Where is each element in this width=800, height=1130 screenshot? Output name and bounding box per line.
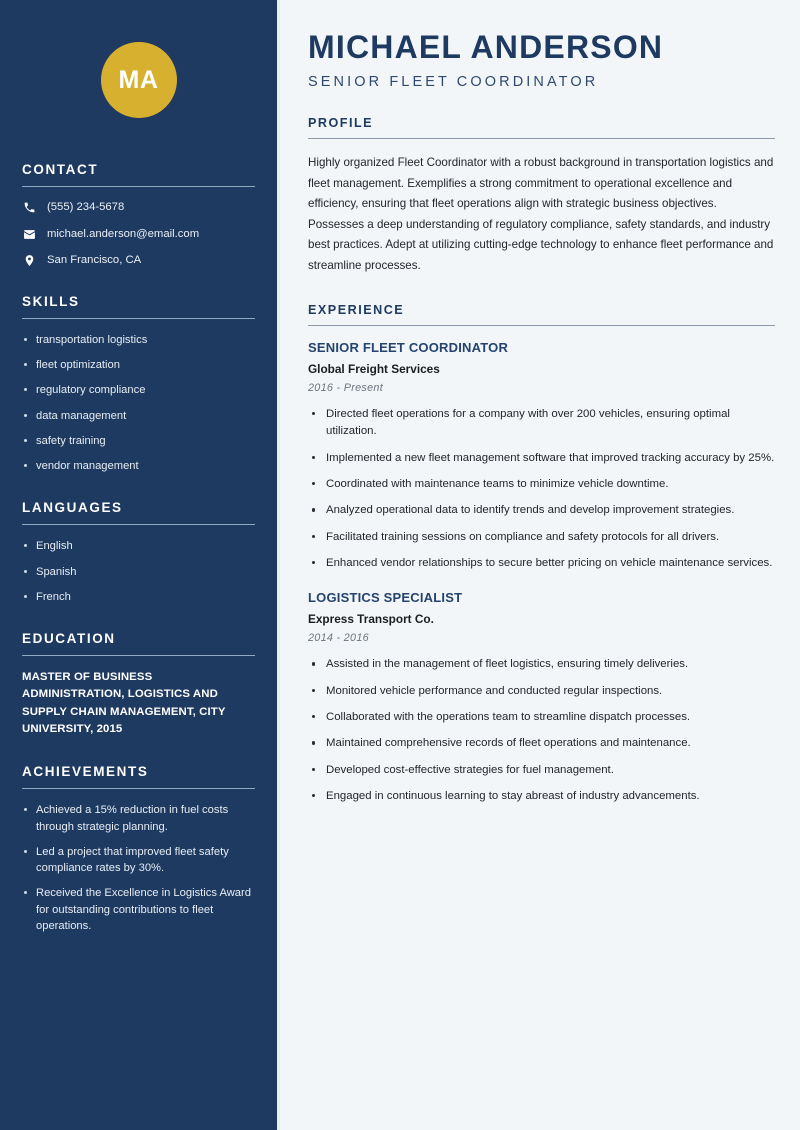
list-item: regulatory compliance — [22, 382, 255, 398]
experience-entry — [308, 590, 775, 805]
job-dates: 2014 - 2016 — [308, 632, 369, 645]
contact-location-value: San Francisco, CA — [47, 254, 142, 267]
list-item: safety training — [22, 433, 255, 449]
avatar: MA — [101, 42, 177, 118]
skills-heading: SKILLS — [22, 294, 80, 310]
experience-heading: EXPERIENCE — [308, 302, 405, 317]
skills-section — [22, 294, 255, 474]
contact-row-phone[interactable] — [22, 200, 255, 215]
envelope-icon — [22, 227, 36, 241]
list-item: Assisted in the management of fleet logistics, ensuring timely deliveries. — [308, 656, 775, 673]
achievements-list — [22, 802, 255, 934]
list-item: fleet optimization — [22, 357, 255, 373]
languages-section — [22, 500, 255, 605]
education-heading: EDUCATION — [22, 631, 116, 647]
list-item: Led a project that improved fleet safety compliance rates by 30%. — [22, 844, 255, 876]
education-entry: MASTER OF BUSINESS ADMINISTRATION, LOGISTICS AND SUPPLY CHAIN MANAGEMENT, CITY UNIVERSITY, 2015 — [22, 671, 226, 736]
education-section — [22, 631, 255, 738]
list-item: Facilitated training sessions on compliance and safety protocols for all drivers. — [308, 529, 775, 546]
list-item: Monitored vehicle performance and conducted regular inspections. — [308, 683, 775, 700]
achievements-divider — [22, 788, 255, 789]
experience-entry — [308, 340, 775, 572]
location-pin-icon — [22, 254, 36, 268]
list-item: Enhanced vendor relationships to secure better pricing on vehicle maintenance services. — [308, 555, 775, 572]
achievements-heading: ACHIEVEMENTS — [22, 764, 149, 780]
languages-list — [22, 538, 255, 605]
profile-heading: PROFILE — [308, 115, 374, 130]
contact-section — [22, 162, 255, 268]
contact-heading: CONTACT — [22, 162, 99, 177]
list-item: Maintained comprehensive records of fleet operations and maintenance. — [308, 735, 775, 752]
list-item: Collaborated with the operations team to streamline dispatch processes. — [308, 709, 775, 726]
phone-icon — [22, 200, 36, 214]
profile-section — [308, 116, 775, 277]
contact-email-value: michael.anderson@email.com — [47, 227, 200, 240]
experience-divider — [308, 325, 775, 326]
list-item: English — [22, 538, 255, 554]
skills-list — [22, 332, 255, 474]
list-item: French — [22, 589, 255, 605]
experience-section — [308, 303, 775, 806]
contact-phone-value: (555) 234-5678 — [47, 201, 125, 213]
list-item: Engaged in continuous learning to stay abreast of industry advancements. — [308, 788, 775, 805]
contact-row-email[interactable] — [22, 227, 255, 242]
education-divider — [22, 655, 255, 656]
achievements-section — [22, 764, 255, 934]
languages-heading: LANGUAGES — [22, 500, 123, 516]
list-item: vendor management — [22, 458, 255, 474]
main-content — [280, 0, 800, 1130]
list-item: Achieved a 15% reduction in fuel costs through strategic planning. — [22, 802, 255, 834]
avatar-container — [22, 0, 255, 162]
job-role: LOGISTICS SPECIALIST — [308, 590, 463, 606]
job-dates: 2016 - Present — [308, 382, 384, 395]
profile-text: Highly organized Fleet Coordinator with a robust background in transportation logistics and fleet management. Exemplifies a strong commitment to operational excellence and efficiency, ensuring that fleet operations align with strategic business objectives. Possesses a deep understanding of regulatory compliance, safety standards, and industry best practices. Adept at utilizing cutting-edge technology to enhance fleet performance and streamline processes. — [308, 155, 774, 273]
headline-job-title: SENIOR FLEET COORDINATOR — [308, 73, 599, 90]
job-company: Global Freight Services — [308, 362, 440, 377]
list-item: Directed fleet operations for a company with over 200 vehicles, ensuring optimal utilization. — [308, 406, 775, 441]
skills-divider — [22, 318, 255, 319]
list-item: Coordinated with maintenance teams to minimize vehicle downtime. — [308, 476, 775, 493]
list-item: Spanish — [22, 564, 255, 580]
page-title: MICHAEL ANDERSON — [308, 29, 664, 65]
job-bullet-list — [308, 656, 775, 805]
list-item: Developed cost-effective strategies for fuel management. — [308, 762, 775, 779]
job-role: SENIOR FLEET COORDINATOR — [308, 340, 509, 356]
sidebar — [0, 0, 280, 1130]
job-bullet-list — [308, 406, 775, 572]
contact-row-location[interactable] — [22, 253, 255, 268]
list-item: Received the Excellence in Logistics Award for outstanding contributions to fleet operations. — [22, 885, 255, 934]
profile-divider — [308, 138, 775, 139]
languages-divider — [22, 524, 255, 525]
list-item: Analyzed operational data to identify trends and develop improvement strategies. — [308, 502, 775, 519]
list-item: Implemented a new fleet management software that improved tracking accuracy by 25%. — [308, 450, 775, 467]
list-item: data management — [22, 408, 255, 424]
contact-divider — [22, 186, 255, 187]
list-item: transportation logistics — [22, 332, 255, 348]
job-company: Express Transport Co. — [308, 612, 434, 627]
